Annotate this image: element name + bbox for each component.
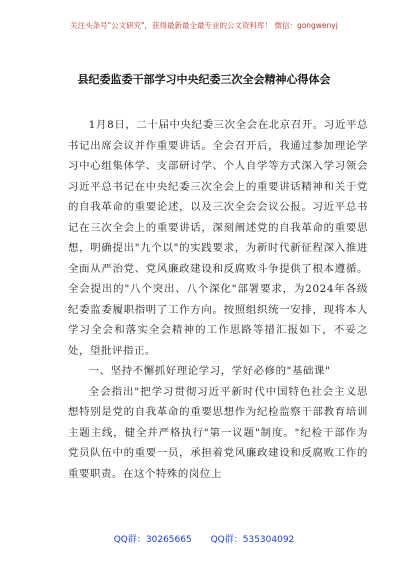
section-heading: 一、坚持不懈抓好理论学习，学好必修的"基础课": [88, 365, 331, 377]
footer: [0, 532, 408, 545]
body-paragraph: 全会指出"把学习贯彻习近平新时代中国特色社会主义思想特别是党的自我革命的重要思想作为纪检监察干部教育培训主题主线，健全并严格执行"第一议题"制度。"纪检干部作为党员队伍中的重要一员，承担着党风廉政建设和反腐败工作的重要职责。在这个特殊的岗位上: [68, 385, 368, 480]
qq-group-1: QQ群：30265665: [113, 535, 192, 545]
body-paragraph: 1月8日，二十届中央纪委三次全会在北京召开。习近平总书记出席会议并作重要讲话。全会召开后，我通过参加理论学习中心组集体学、支部研讨学、个人自学等方式深入学习领会习近平总书记在中央纪委三次全会上的重要讲话精神和关于党的自我革命的重要论述，以及三次全会会议公报。习近平总书记在三次全会上的重要讲话，深刻阐述党的自我革命的重要思想，明确提出"九个以"的实践要求，为新时代新征程深入推进全面从严治党、党风廉政建设和反腐败斗争提供了根本遵循。全会提出的"八个突出、八个深化"部署要求，为2024年各级纪委监委履职指明了工作方向。按照组织统一安排，现将本人学习全会和落实全会精神的工作思路等措汇报如下，不妥之处，望批评指正。: [68, 119, 368, 357]
qq-group-2: QQ群：535304092: [210, 535, 295, 545]
document-body: [68, 115, 368, 484]
document-title: 县纪委监委干部学习中央纪委三次全会精神心得体会: [77, 73, 331, 86]
header-note: 关注头条号"公文研究"，获得最新最全最专业的公文资料库！ 微信：gongwenyj: [70, 21, 338, 30]
